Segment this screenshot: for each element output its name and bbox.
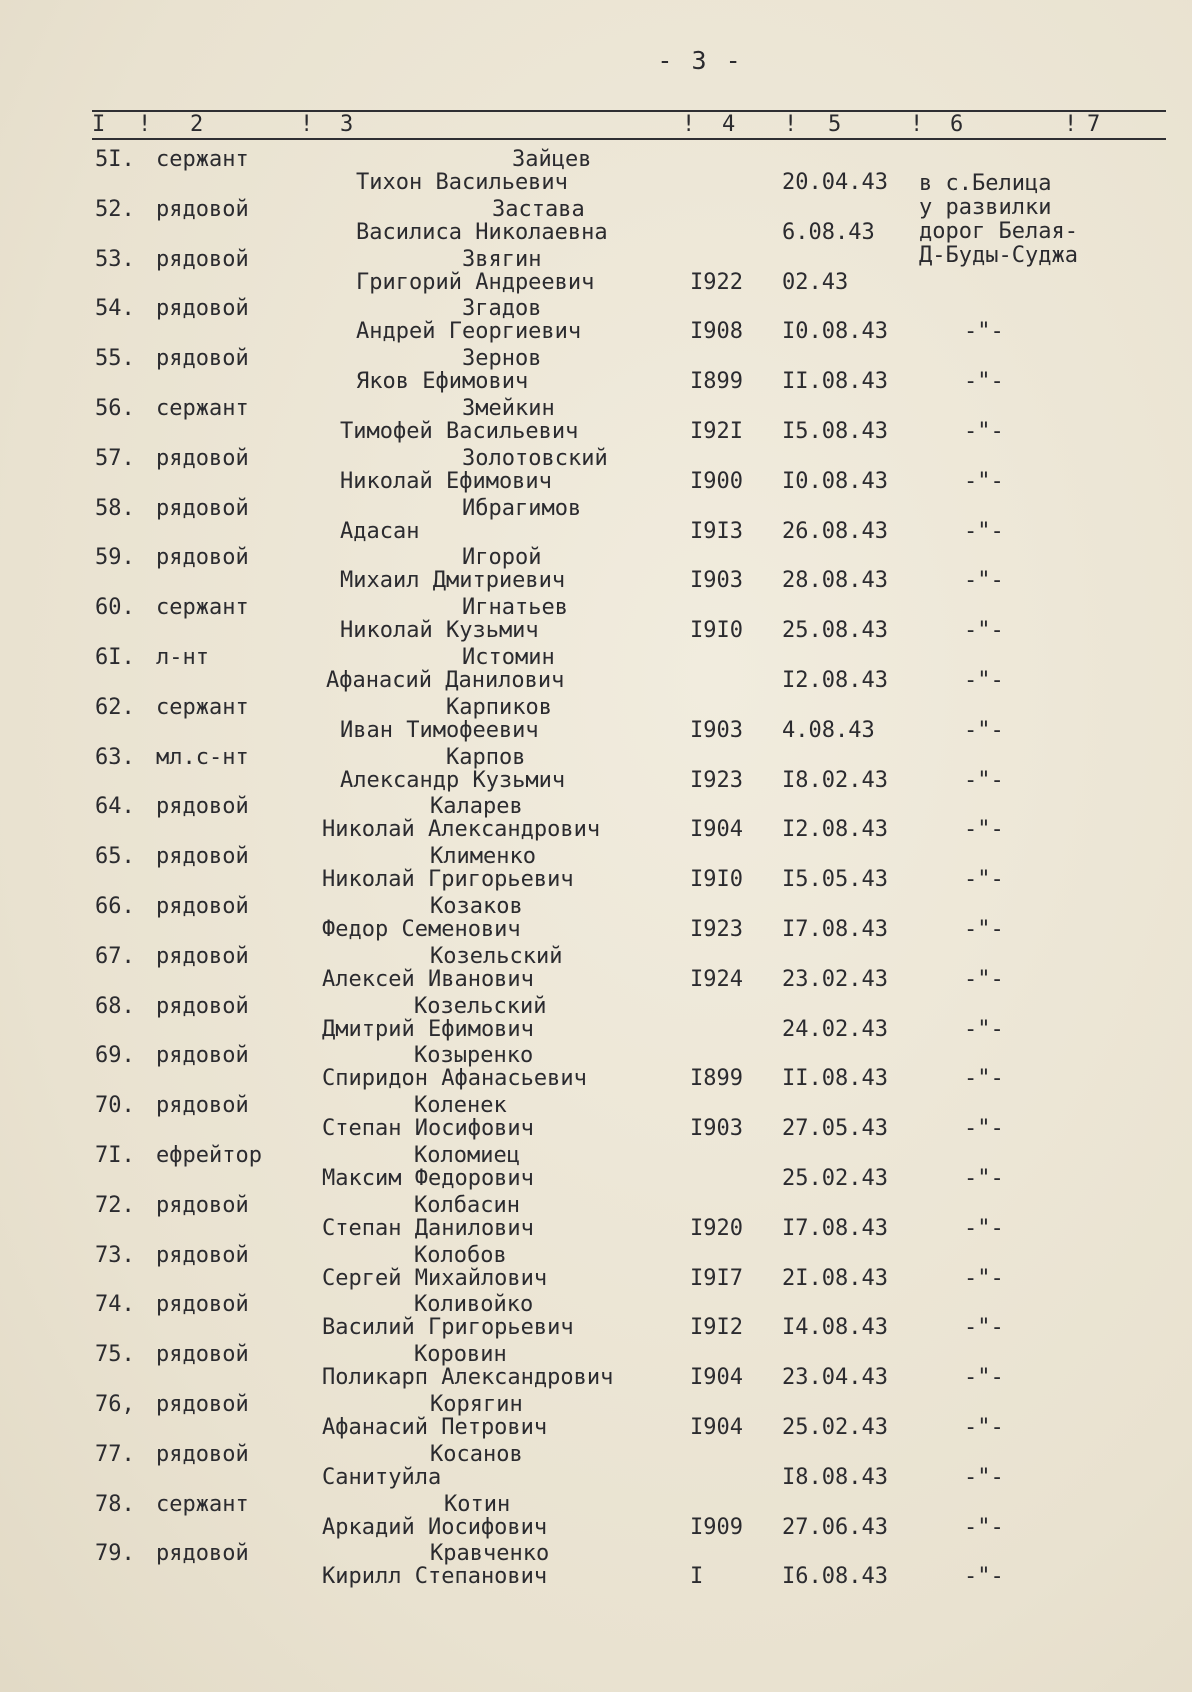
record-surname: Коленек xyxy=(414,1093,507,1119)
column-separator: ! xyxy=(138,112,152,137)
record-given-name: Александр Кузьмич xyxy=(340,767,566,793)
column-separator: ! xyxy=(784,112,798,137)
record-number: 69. xyxy=(95,1043,135,1069)
record-birth-year: I904 xyxy=(690,1365,743,1391)
record-burial-place: -"- xyxy=(964,1165,1004,1191)
record-row xyxy=(0,643,1192,693)
record-surname: Колобов xyxy=(414,1242,507,1268)
record-number: 68. xyxy=(95,993,135,1019)
record-rank: сержант xyxy=(156,147,249,172)
record-rank: рядовой xyxy=(156,1391,249,1417)
record-birth-year: I908 xyxy=(690,319,743,345)
record-row xyxy=(0,892,1192,942)
record-given-name: Афанасий Петрович xyxy=(322,1414,548,1440)
record-rank: рядовой xyxy=(156,296,249,322)
record-rank: рядовой xyxy=(156,893,249,919)
record-burial-place: -"- xyxy=(964,1116,1004,1142)
record-surname: Карпиков xyxy=(446,694,552,720)
record-surname: Карпов xyxy=(446,744,526,770)
record-given-name: Николай Григорьевич xyxy=(322,867,574,893)
record-number: 73. xyxy=(95,1242,135,1268)
record-death-date: 27.06.43 xyxy=(782,1514,888,1540)
record-surname: Корягин xyxy=(430,1391,523,1417)
column-separator: ! xyxy=(910,112,924,137)
record-rank: сержант xyxy=(156,1491,249,1517)
record-given-name: Николай Ефимович xyxy=(340,468,552,494)
record-surname: Коровин xyxy=(414,1342,507,1368)
record-surname: Коломиец xyxy=(414,1142,520,1168)
record-number: 70. xyxy=(95,1093,135,1119)
record-death-date: I8.08.43 xyxy=(782,1464,888,1490)
place-note-line: Д-Буды-Суджа xyxy=(919,243,1078,268)
record-burial-place: -"- xyxy=(964,468,1004,494)
record-birth-year: I922 xyxy=(690,269,743,295)
column-header-1: I xyxy=(92,112,106,137)
record-death-date: 4.08.43 xyxy=(782,717,875,743)
record-rank: сержант xyxy=(156,694,249,720)
record-birth-year: I9I3 xyxy=(690,518,743,544)
record-number: 55. xyxy=(95,346,135,372)
record-burial-place: -"- xyxy=(964,966,1004,992)
record-birth-year: I920 xyxy=(690,1215,743,1241)
record-birth-year: I899 xyxy=(690,369,743,395)
record-given-name: Дмитрий Ефимович xyxy=(322,1016,534,1042)
record-row xyxy=(0,1440,1192,1490)
record-number: 67. xyxy=(95,943,135,969)
record-death-date: I2.08.43 xyxy=(782,667,888,693)
record-burial-place: -"- xyxy=(964,867,1004,893)
record-row xyxy=(0,1340,1192,1390)
record-death-date: I5.05.43 xyxy=(782,867,888,893)
record-row xyxy=(0,1141,1192,1191)
record-birth-year: I924 xyxy=(690,966,743,992)
record-burial-place: -"- xyxy=(964,1265,1004,1291)
record-birth-year: I903 xyxy=(690,568,743,594)
record-row xyxy=(0,792,1192,842)
record-birth-year: I909 xyxy=(690,1514,743,1540)
record-death-date: I8.02.43 xyxy=(782,767,888,793)
record-given-name: Спиридон Афанасьевич xyxy=(322,1066,587,1092)
record-surname: Игнатьев xyxy=(462,595,568,621)
place-note-line: в с.Белица xyxy=(919,171,1052,196)
record-burial-place: -"- xyxy=(964,767,1004,793)
record-burial-place: -"- xyxy=(964,1564,1004,1590)
record-row xyxy=(0,543,1192,593)
record-surname: Клименко xyxy=(430,844,536,870)
record-birth-year: I904 xyxy=(690,1414,743,1440)
record-given-name: Афанасий Данилович xyxy=(326,667,565,693)
record-rank: рядовой xyxy=(156,943,249,969)
record-death-date: I0.08.43 xyxy=(782,319,888,345)
record-death-date: 20.04.43 xyxy=(782,170,888,195)
record-burial-place: -"- xyxy=(964,319,1004,345)
record-death-date: 26.08.43 xyxy=(782,518,888,544)
record-row xyxy=(0,693,1192,743)
record-number: 64. xyxy=(95,794,135,820)
record-burial-place: -"- xyxy=(964,418,1004,444)
record-rank: сержант xyxy=(156,395,249,421)
record-rank: рядовой xyxy=(156,993,249,1019)
records-list xyxy=(0,145,1192,1589)
record-death-date: II.08.43 xyxy=(782,1066,888,1092)
record-rank: рядовой xyxy=(156,1541,249,1567)
record-rank: рядовой xyxy=(156,545,249,571)
record-given-name: Санитуйла xyxy=(322,1464,442,1490)
record-death-date: I0.08.43 xyxy=(782,468,888,494)
record-surname: Козыренко xyxy=(414,1043,534,1069)
record-surname: Ибрагимов xyxy=(462,495,582,521)
record-given-name: Григорий Андреевич xyxy=(356,269,595,295)
record-burial-place: -"- xyxy=(964,1365,1004,1391)
record-row xyxy=(0,1390,1192,1440)
record-row xyxy=(0,1091,1192,1141)
record-rank: мл.с-нт xyxy=(156,744,249,770)
place-note-line: дорог Белая- xyxy=(919,219,1078,244)
record-number: 58. xyxy=(95,495,135,521)
column-header-3: 3 xyxy=(340,112,354,137)
record-number: 56. xyxy=(95,395,135,421)
record-birth-year: I900 xyxy=(690,468,743,494)
record-surname: Коливойко xyxy=(414,1292,534,1318)
record-row xyxy=(0,1490,1192,1540)
record-burial-place: -"- xyxy=(964,916,1004,942)
record-rank: рядовой xyxy=(156,495,249,521)
record-death-date: 23.02.43 xyxy=(782,966,888,992)
record-row xyxy=(0,294,1192,344)
record-given-name: Николай Александрович xyxy=(322,817,601,843)
record-given-name: Василий Григорьевич xyxy=(322,1315,574,1341)
record-death-date: I6.08.43 xyxy=(782,1564,888,1590)
record-surname: Золотовский xyxy=(462,445,608,471)
record-birth-year: I9I2 xyxy=(690,1315,743,1341)
record-surname: Зернов xyxy=(462,346,542,372)
record-number: 65. xyxy=(95,844,135,870)
record-rank: рядовой xyxy=(156,346,249,372)
column-header-7: 7 xyxy=(1087,112,1101,137)
record-birth-year: I9I0 xyxy=(690,618,743,644)
record-burial-place: -"- xyxy=(964,1066,1004,1092)
record-number: 53. xyxy=(95,246,135,272)
page-number: - 3 - xyxy=(657,46,743,75)
record-rank: рядовой xyxy=(156,1093,249,1119)
record-rank: рядовой xyxy=(156,1043,249,1069)
record-number: 74. xyxy=(95,1292,135,1318)
record-number: 72. xyxy=(95,1192,135,1218)
record-surname: Зайцев xyxy=(512,147,592,172)
record-row xyxy=(0,593,1192,643)
record-birth-year: I903 xyxy=(690,717,743,743)
record-number: 5I. xyxy=(95,147,135,172)
record-burial-place: -"- xyxy=(964,518,1004,544)
record-row xyxy=(0,842,1192,892)
record-row xyxy=(0,344,1192,394)
record-birth-year: I9I7 xyxy=(690,1265,743,1291)
record-row xyxy=(0,942,1192,992)
record-given-name: Максим Федорович xyxy=(322,1165,534,1191)
record-surname: Каларев xyxy=(430,794,523,820)
record-rank: рядовой xyxy=(156,794,249,820)
column-separator: ! xyxy=(300,112,314,137)
record-rank: рядовой xyxy=(156,1342,249,1368)
record-given-name: Яков Ефимович xyxy=(356,369,529,395)
record-burial-place: -"- xyxy=(964,717,1004,743)
column-header-6: 6 xyxy=(950,112,964,137)
record-surname: Звягин xyxy=(462,246,542,272)
record-birth-year: I899 xyxy=(690,1066,743,1092)
record-given-name: Андрей Георгиевич xyxy=(356,319,582,345)
record-rank: сержант xyxy=(156,595,249,621)
record-given-name: Николай Кузьмич xyxy=(340,618,539,644)
record-number: 76, xyxy=(95,1391,135,1417)
record-surname: Змейкин xyxy=(462,395,555,421)
record-birth-year: I904 xyxy=(690,817,743,843)
record-surname: Косанов xyxy=(430,1441,523,1467)
record-number: 54. xyxy=(95,296,135,322)
record-rank: рядовой xyxy=(156,1242,249,1268)
column-header-2: 2 xyxy=(190,112,204,137)
record-birth-year: I923 xyxy=(690,916,743,942)
record-surname: Кравченко xyxy=(430,1541,550,1567)
record-row xyxy=(0,743,1192,793)
record-surname: Згадов xyxy=(462,296,542,322)
record-given-name: Степан Данилович xyxy=(322,1215,534,1241)
column-header-4: 4 xyxy=(722,112,736,137)
record-rank: рядовой xyxy=(156,196,249,222)
record-death-date: 25.02.43 xyxy=(782,1165,888,1191)
record-burial-place: -"- xyxy=(964,1414,1004,1440)
record-burial-place: -"- xyxy=(964,1215,1004,1241)
record-burial-place: -"- xyxy=(964,667,1004,693)
record-number: 62. xyxy=(95,694,135,720)
record-number: 57. xyxy=(95,445,135,471)
record-given-name: Адасан xyxy=(340,518,420,544)
record-given-name: Поликарп Александрович xyxy=(322,1365,614,1391)
record-rank: рядовой xyxy=(156,246,249,272)
record-number: 7I. xyxy=(95,1142,135,1168)
record-death-date: 02.43 xyxy=(782,269,849,295)
record-row xyxy=(0,1191,1192,1241)
record-rank: л-нт xyxy=(156,644,209,670)
record-given-name: Алексей Иванович xyxy=(322,966,534,992)
record-number: 78. xyxy=(95,1491,135,1517)
record-birth-year: I9I0 xyxy=(690,867,743,893)
column-separator: ! xyxy=(682,112,696,137)
record-number: 52. xyxy=(95,196,135,222)
record-rank: рядовой xyxy=(156,445,249,471)
record-given-name: Федор Семенович xyxy=(322,916,521,942)
record-number: 77. xyxy=(95,1441,135,1467)
record-row xyxy=(0,494,1192,544)
record-rank: рядовой xyxy=(156,1292,249,1318)
record-surname: Застава xyxy=(492,196,585,222)
record-death-date: 28.08.43 xyxy=(782,568,888,594)
record-burial-place: -"- xyxy=(964,618,1004,644)
record-number: 59. xyxy=(95,545,135,571)
record-surname: Котин xyxy=(444,1491,511,1517)
record-row xyxy=(0,1241,1192,1291)
record-rank: рядовой xyxy=(156,844,249,870)
record-row xyxy=(0,245,1192,295)
record-death-date: 25.02.43 xyxy=(782,1414,888,1440)
record-death-date: II.08.43 xyxy=(782,369,888,395)
record-death-date: 27.05.43 xyxy=(782,1116,888,1142)
record-row xyxy=(0,394,1192,444)
record-death-date: 24.02.43 xyxy=(782,1016,888,1042)
record-row xyxy=(0,444,1192,494)
record-given-name: Тимофей Васильевич xyxy=(340,418,579,444)
record-number: 66. xyxy=(95,893,135,919)
record-number: 75. xyxy=(95,1342,135,1368)
column-separator: ! xyxy=(1064,112,1078,137)
column-header-row xyxy=(92,110,1166,140)
record-rank: рядовой xyxy=(156,1441,249,1467)
record-number: 79. xyxy=(95,1541,135,1567)
record-surname: Козельский xyxy=(414,993,547,1019)
record-death-date: I4.08.43 xyxy=(782,1315,888,1341)
record-row xyxy=(0,1041,1192,1091)
record-row xyxy=(0,1539,1192,1589)
record-death-date: I7.08.43 xyxy=(782,1215,888,1241)
record-given-name: Сергей Михайлович xyxy=(322,1265,548,1291)
record-given-name: Тихон Васильевич xyxy=(356,170,568,195)
record-burial-place: -"- xyxy=(964,369,1004,395)
record-death-date: 25.08.43 xyxy=(782,618,888,644)
record-number: 60. xyxy=(95,595,135,621)
record-surname: Козаков xyxy=(430,893,523,919)
record-row xyxy=(0,195,1192,245)
record-row xyxy=(0,145,1192,195)
record-burial-place: -"- xyxy=(964,568,1004,594)
record-row xyxy=(0,992,1192,1042)
record-burial-place: -"- xyxy=(964,1514,1004,1540)
record-number: 63. xyxy=(95,744,135,770)
record-birth-year: I923 xyxy=(690,767,743,793)
record-given-name: Иван Тимофеевич xyxy=(340,717,539,743)
record-surname: Козельский xyxy=(430,943,563,969)
record-given-name: Василиса Николаевна xyxy=(356,219,608,245)
record-rank: рядовой xyxy=(156,1192,249,1218)
record-death-date: I7.08.43 xyxy=(782,916,888,942)
record-death-date: 2I.08.43 xyxy=(782,1265,888,1291)
record-surname: Колбасин xyxy=(414,1192,520,1218)
record-surname: Истомин xyxy=(462,644,555,670)
record-given-name: Степан Иосифович xyxy=(322,1116,534,1142)
record-burial-place: -"- xyxy=(964,1016,1004,1042)
record-row xyxy=(0,1290,1192,1340)
record-death-date: 6.08.43 xyxy=(782,219,875,245)
record-rank: ефрейтор xyxy=(156,1142,262,1168)
record-number: 6I. xyxy=(95,644,135,670)
record-death-date: I2.08.43 xyxy=(782,817,888,843)
record-burial-place: -"- xyxy=(964,817,1004,843)
record-burial-place: -"- xyxy=(964,1464,1004,1490)
column-header-5: 5 xyxy=(828,112,842,137)
record-given-name: Аркадий Иосифович xyxy=(322,1514,548,1540)
record-surname: Игорой xyxy=(462,545,542,571)
record-birth-year: I903 xyxy=(690,1116,743,1142)
record-death-date: I5.08.43 xyxy=(782,418,888,444)
record-birth-year: I92I xyxy=(690,418,743,444)
record-death-date: 23.04.43 xyxy=(782,1365,888,1391)
place-note-line: у развилки xyxy=(919,195,1052,220)
record-birth-year: I xyxy=(690,1564,704,1590)
record-given-name: Михаил Дмитриевич xyxy=(340,568,566,594)
record-given-name: Кирилл Степанович xyxy=(322,1564,548,1590)
record-burial-place: -"- xyxy=(964,1315,1004,1341)
